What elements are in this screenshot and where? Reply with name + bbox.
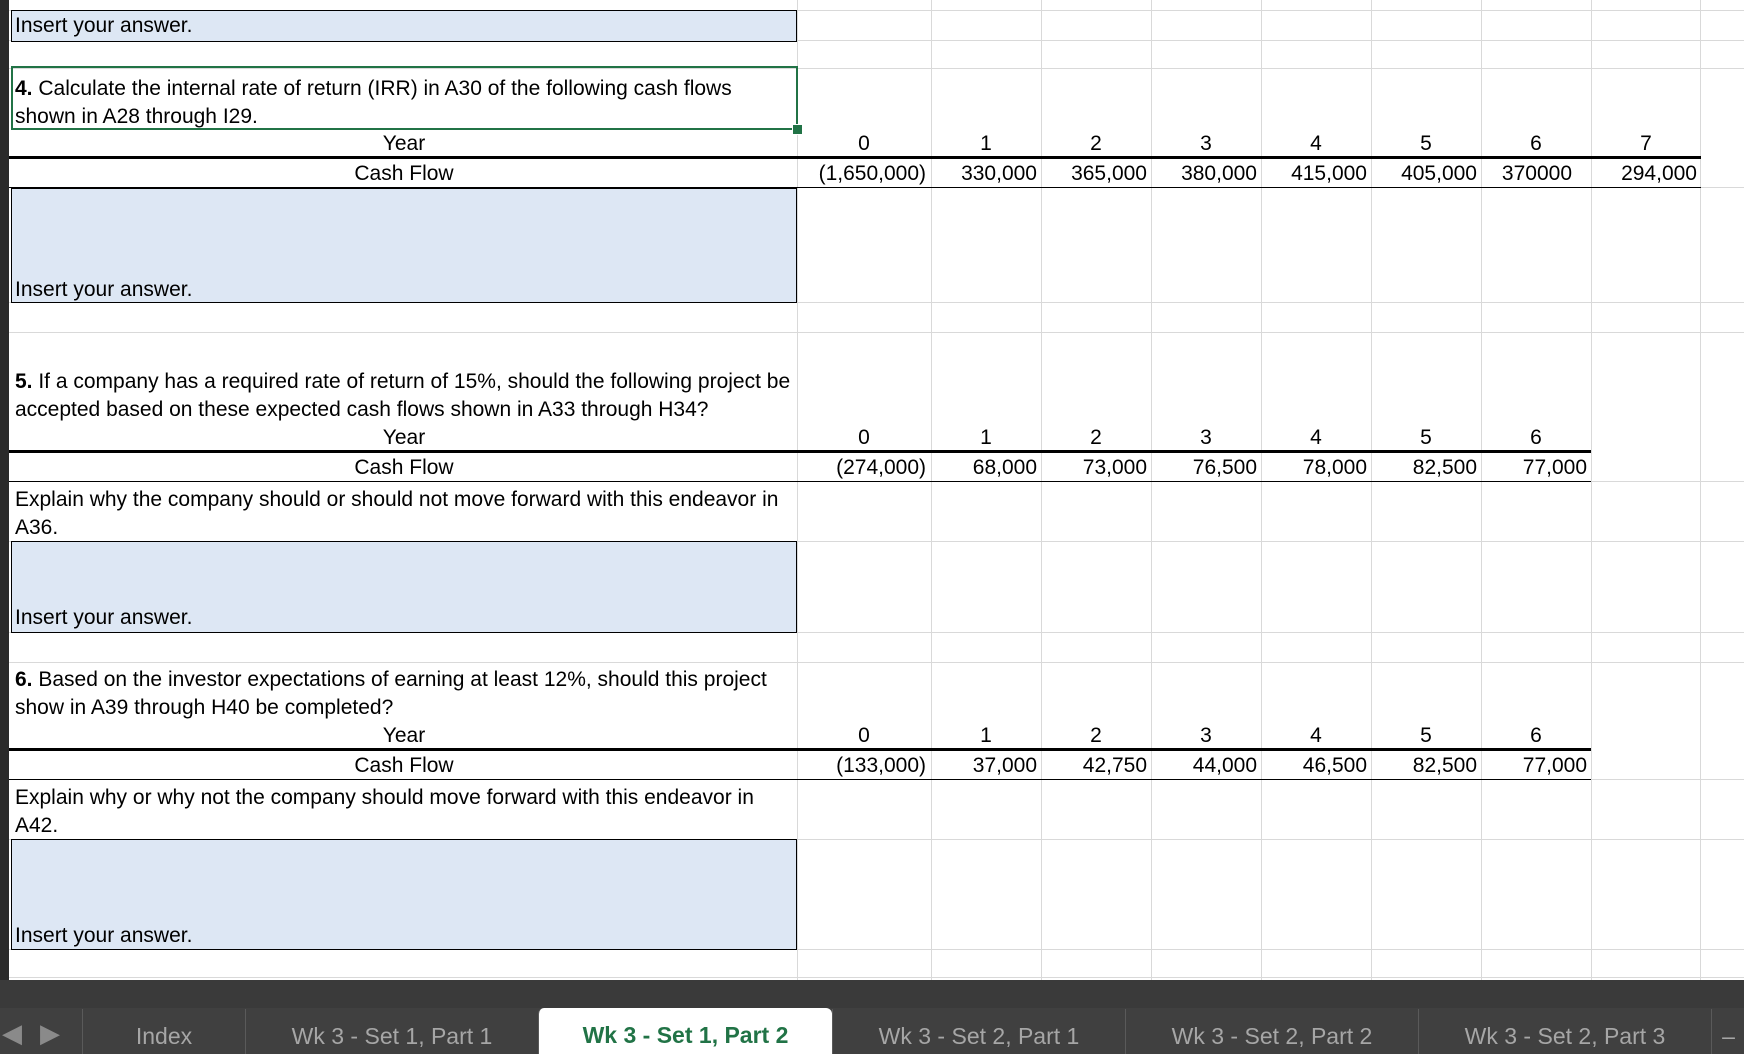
cashflow-cell[interactable]: 294,000 xyxy=(1621,162,1697,185)
cashflow-cell[interactable]: 42,750 xyxy=(1082,754,1147,777)
answer-prompt-q6: Insert your answer. xyxy=(15,924,193,947)
cashflow-cell[interactable]: 44,000 xyxy=(1192,754,1257,777)
year-cell[interactable]: 6 xyxy=(1530,132,1542,155)
cashflow-cell[interactable]: 46,500 xyxy=(1302,754,1367,777)
grid-line xyxy=(9,662,1744,663)
year-label-q6: Year xyxy=(382,724,426,747)
row-header-strip xyxy=(0,0,9,980)
question-4-body: Calculate the internal rate of return (IRR) in A30 of the following cash flows shown in A28 through I29. xyxy=(15,77,732,128)
cashflow-cell[interactable]: 76,500 xyxy=(1192,456,1257,479)
grid-line xyxy=(9,977,1744,978)
year-cell[interactable]: 2 xyxy=(1090,132,1102,155)
year-cell[interactable]: 0 xyxy=(858,724,870,747)
cashflow-cell[interactable]: (1,650,000) xyxy=(818,162,926,185)
cashflow-cell[interactable]: 77,000 xyxy=(1522,754,1587,777)
year-cell[interactable]: 7 xyxy=(1640,132,1652,155)
cashflow-cell[interactable]: 82,500 xyxy=(1412,754,1477,777)
question-5-body: If a company has a required rate of return of 15%, should the following project be accepted based on these expected cash flows shown in A33 through H34? xyxy=(15,370,791,421)
year-cell[interactable]: 6 xyxy=(1530,724,1542,747)
year-cell[interactable]: 3 xyxy=(1200,426,1212,449)
cashflow-cell[interactable]: 365,000 xyxy=(1071,162,1147,185)
year-cell[interactable]: 4 xyxy=(1310,132,1322,155)
cashflow-cell[interactable]: (133,000) xyxy=(836,754,926,777)
answer-prompt-q5: Insert your answer. xyxy=(15,606,193,629)
selected-cell-outline xyxy=(11,66,798,130)
question-5-text[interactable] xyxy=(15,368,797,424)
year-cell[interactable]: 5 xyxy=(1420,724,1432,747)
year-cell[interactable]: 4 xyxy=(1310,724,1322,747)
year-cell[interactable]: 5 xyxy=(1420,132,1432,155)
sheet-tab-wk3-set1-part2[interactable]: Wk 3 - Set 1, Part 2 xyxy=(538,1008,832,1054)
grid-line xyxy=(797,0,798,980)
cashflow-cell[interactable]: 405,000 xyxy=(1401,162,1477,185)
answer-prompt-q4: Insert your answer. xyxy=(15,278,193,301)
cashflow-label-q6: Cash Flow xyxy=(354,754,454,777)
cashflow-cell[interactable]: 330,000 xyxy=(961,162,1037,185)
cashflow-cell[interactable]: 82,500 xyxy=(1412,456,1477,479)
year-cell[interactable]: 1 xyxy=(980,132,992,155)
answer-prompt-q3: Insert your answer. xyxy=(15,14,193,37)
cashflow-cell[interactable]: 73,000 xyxy=(1082,456,1147,479)
year-cell[interactable]: 1 xyxy=(980,426,992,449)
explain-prompt-q5[interactable]: Explain why the company should or should not move forward with this endeavor in A36. xyxy=(15,488,779,539)
cashflow-cell[interactable]: 370000 xyxy=(1501,162,1572,185)
scroll-tabs-left-icon[interactable]: ◀ xyxy=(2,1018,22,1048)
year-cell[interactable]: 6 xyxy=(1530,426,1542,449)
year-cell[interactable]: 2 xyxy=(1090,724,1102,747)
scroll-tabs-right-icon[interactable]: ▶ xyxy=(40,1018,60,1048)
more-tabs-icon[interactable]: – xyxy=(1711,1009,1744,1054)
year-cell[interactable]: 3 xyxy=(1200,724,1212,747)
cashflow-cell[interactable]: 37,000 xyxy=(972,754,1037,777)
year-label-q4: Year xyxy=(382,132,426,155)
year-cell[interactable]: 3 xyxy=(1200,132,1212,155)
question-4-number: 4. xyxy=(15,77,33,100)
cashflow-cell[interactable]: 68,000 xyxy=(972,456,1037,479)
year-label-q5: Year xyxy=(382,426,426,449)
sheet-tab-wk3-set2-part1[interactable]: Wk 3 - Set 2, Part 1 xyxy=(832,1009,1125,1054)
cashflow-cell[interactable]: 78,000 xyxy=(1302,456,1367,479)
cashflow-cell[interactable]: 380,000 xyxy=(1181,162,1257,185)
grid-line xyxy=(9,332,1744,333)
sheet-tab-index[interactable]: Index xyxy=(82,1009,245,1054)
year-cell[interactable]: 4 xyxy=(1310,426,1322,449)
sheet-tab-wk3-set1-part1[interactable]: Wk 3 - Set 1, Part 1 xyxy=(245,1009,538,1054)
cashflow-cell[interactable]: 77,000 xyxy=(1522,456,1587,479)
question-6-body: Based on the investor expectations of earning at least 12%, should this project show in A39 through H40 be completed? xyxy=(15,668,767,719)
explain-prompt-q6[interactable]: Explain why or why not the company should move forward with this endeavor in A42. xyxy=(15,786,754,837)
cashflow-cell[interactable]: 415,000 xyxy=(1291,162,1367,185)
year-cell[interactable]: 0 xyxy=(858,132,870,155)
question-6-number: 6. xyxy=(15,668,33,691)
year-cell[interactable]: 5 xyxy=(1420,426,1432,449)
cashflow-label-q4: Cash Flow xyxy=(354,162,454,185)
grid-line xyxy=(1700,0,1701,980)
question-5-number: 5. xyxy=(15,370,33,393)
year-cell[interactable]: 2 xyxy=(1090,426,1102,449)
sheet-tab-wk3-set2-part2[interactable]: Wk 3 - Set 2, Part 2 xyxy=(1125,1009,1418,1054)
year-cell[interactable]: 0 xyxy=(858,426,870,449)
cashflow-cell[interactable]: (274,000) xyxy=(836,456,926,479)
year-cell[interactable]: 1 xyxy=(980,724,992,747)
sheet-tab-wk3-set2-part3[interactable]: Wk 3 - Set 2, Part 3 xyxy=(1418,1009,1711,1054)
cashflow-label-q5: Cash Flow xyxy=(354,456,454,479)
question-6-text[interactable] xyxy=(15,666,797,722)
